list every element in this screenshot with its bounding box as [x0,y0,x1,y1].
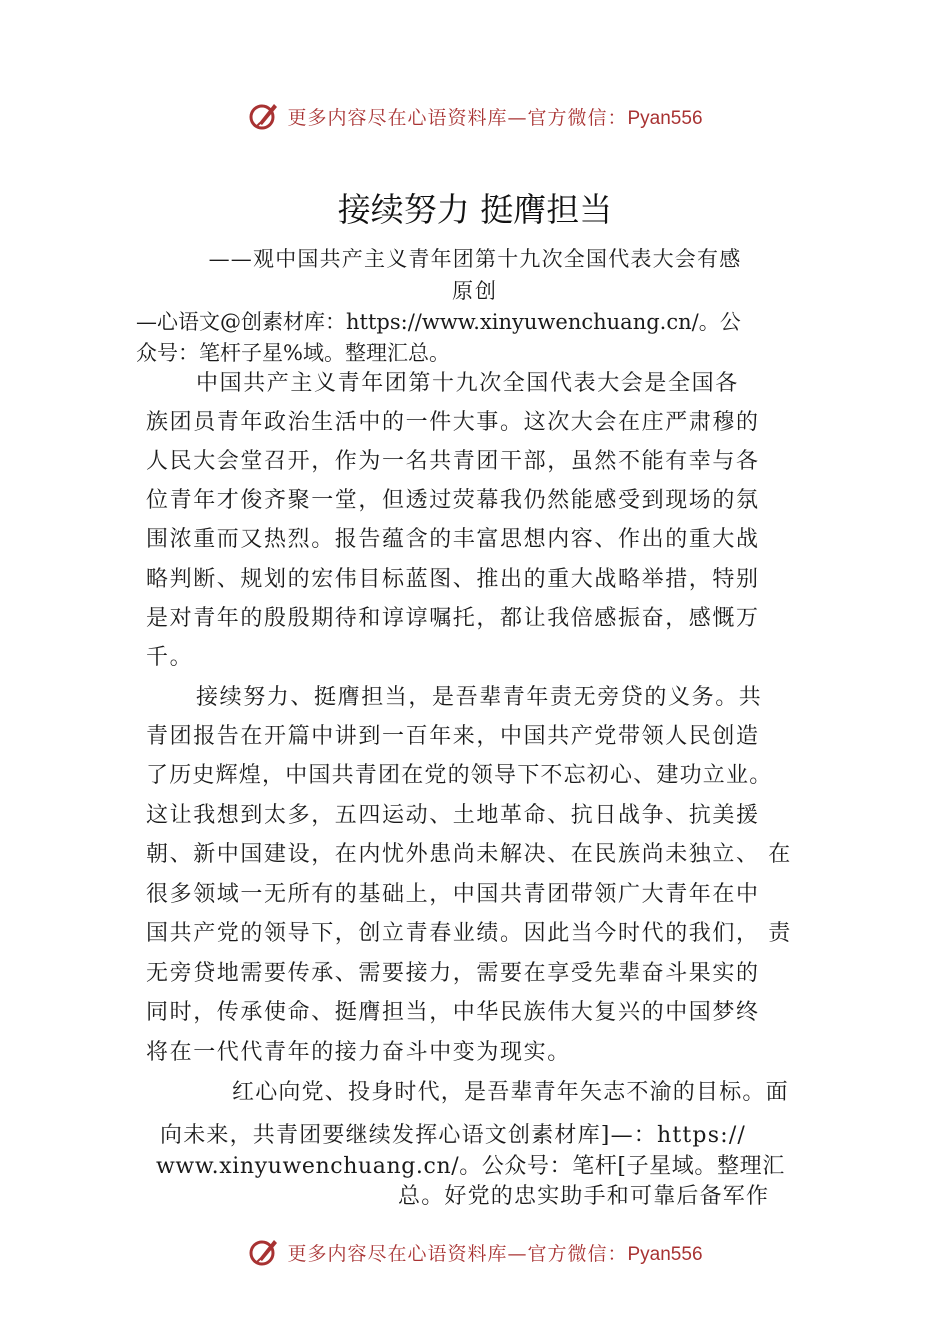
source-line: —心语文@创素材库：https://www.xinyuwenchuang.cn/。公 [136,310,741,334]
watermark-banner-top [0,96,950,136]
body-line: 国共产党的领导下，创立青春业绩。因此当今时代的我们， 责 [146,921,792,946]
body-line: 总。好党的忠实助手和可靠后备军作 [398,1184,770,1209]
body-line: 将在一代代青年的接力奋斗中变为现实。 [146,1040,571,1065]
body-line: 围浓重而又热烈。报告蕴含的丰富思想内容、作出的重大战 [146,527,760,552]
document-subtitle-original: 原创 [452,279,498,303]
body-line: 位青年才俊齐聚一堂，但透过荧幕我仍然能感受到现场的氛 [146,488,760,513]
body-line: 中国共产主义青年团第十九次全国代表大会是全国各 [196,371,739,396]
quill-logo-icon [247,1235,281,1269]
body-line: 人民大会堂召开，作为一名共青团干部，虽然不能有幸与各 [146,449,760,474]
body-line: 向未来，共青团要继续发挥心语文创素材库]—：https:// [160,1123,747,1148]
body-line: 红心向党、投身时代，是吾辈青年矢志不渝的目标。面 [232,1080,789,1105]
body-line: 略判断、规划的宏伟目标蓝图、推出的重大战略举措，特别 [146,567,760,592]
body-line: www.xinyuwenchuang.cn/。公众号：笔杆[子星域。整理汇 [156,1154,785,1179]
body-line: 接续努力、挺膺担当，是吾辈青年责无旁贷的义务。共 [196,685,763,710]
body-line: 无旁贷地需要传承、需要接力，需要在享受先辈奋斗果实的 [146,961,760,986]
banner-text: 更多内容尽在心语资料库—官方微信：Pyan556 [287,1242,703,1265]
body-line: 族团员青年政治生活中的一件大事。这次大会在庄严肃穆的 [146,410,760,435]
banner-text: 更多内容尽在心语资料库—官方微信：Pyan556 [287,106,703,129]
body-line: 青团报告在开篇中讲到一百年来，中国共产党带领人民创造 [146,724,760,749]
body-line: 千。 [146,645,194,670]
quill-logo-icon [247,99,281,133]
body-line: 了历史辉煌，中国共青团在党的领导下不忘初心、建功立业。 [146,763,773,788]
source-line: 众号：笔杆子星%域。整理汇总。 [136,341,450,365]
body-line: 朝、新中国建设，在内忧外患尚未解决、在民族尚未独立、 在 [146,842,792,867]
watermark-banner-bottom [0,1232,950,1272]
body-line: 是对青年的殷殷期待和谆谆嘱托，都让我倍感振奋，感慨万 [146,606,760,631]
body-line: 同时，传承使命、挺膺担当，中华民族伟大复兴的中国梦终 [146,1000,760,1025]
body-line: 很多领域一无所有的基础上，中国共青团带领广大青年在中 [146,882,760,907]
document-title: 接续努力 挺膺担当 [337,190,613,229]
document-subtitle: ——观中国共产主义青年团第十九次全国代表大会有感 [208,247,742,271]
body-line: 这让我想到太多，五四运动、土地革命、抗日战争、抗美援 [146,803,760,828]
